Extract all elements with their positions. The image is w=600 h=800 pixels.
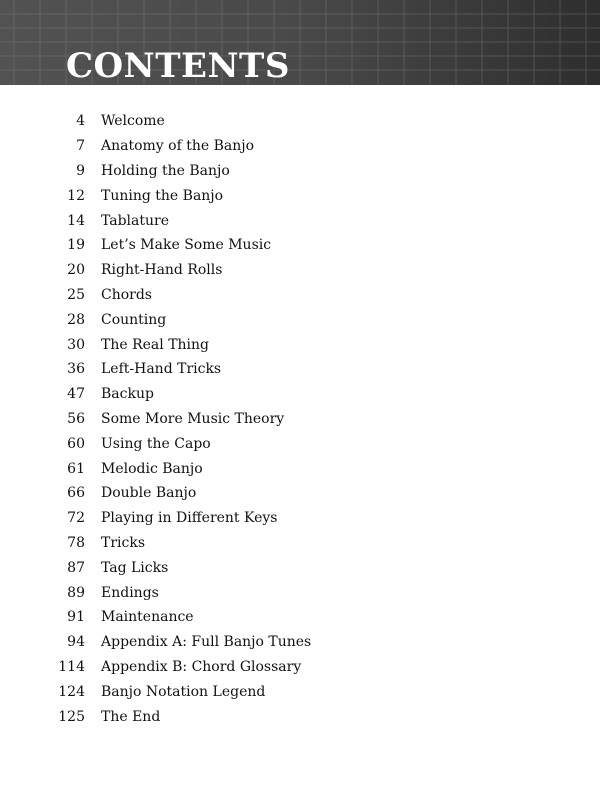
toc-entry [0,431,600,456]
toc-entry-title: Right-Hand Rolls [101,262,223,279]
toc-entry [0,134,600,159]
toc-entry-title: Welcome [101,113,165,130]
toc-page-number: 60 [67,435,85,452]
toc-entry [0,183,600,208]
toc-page-number: 124 [58,683,85,700]
toc-entry-title: Left-Hand Tricks [101,361,222,378]
toc-entry [0,258,600,283]
toc-entry [0,630,600,655]
toc-entry [0,332,600,357]
toc-page-number: 36 [67,361,85,378]
toc-page-number: 94 [67,634,85,651]
toc-entry [0,283,600,308]
toc-entry [0,704,600,729]
toc-entry [0,109,600,134]
toc-entry [0,357,600,382]
toc-entry-title: Maintenance [101,609,194,626]
toc-entry-title: Double Banjo [101,485,197,502]
toc-page-number: 7 [76,138,85,155]
toc-entry-title: The Real Thing [101,336,210,353]
toc-page-number: 87 [67,559,85,576]
toc-page-number: 30 [67,336,85,353]
toc-entry-title: Tricks [101,534,146,551]
toc-page-number: 125 [58,708,85,725]
toc-page-number: 12 [67,187,85,204]
toc-page-number: 114 [58,658,85,675]
toc-page-number: 25 [67,286,85,303]
toc-entry-title: Tag Licks [101,559,169,576]
toc-entry-title: Let’s Make Some Music [101,237,272,254]
toc-page-number: 9 [76,162,85,179]
toc-page-number: 47 [67,386,85,403]
toc-entry [0,531,600,556]
toc-page-number: 72 [67,510,85,527]
toc-entry [0,208,600,233]
toc-entry [0,382,600,407]
toc-page-number: 14 [67,212,85,229]
toc-entry [0,506,600,531]
toc-entry-title: Holding the Banjo [101,162,230,179]
toc-entry [0,307,600,332]
toc-page-number: 78 [67,534,85,551]
toc-page-number: 89 [67,584,85,601]
toc-entry-title: Some More Music Theory [101,410,285,427]
toc-entry-title: Playing in Different Keys [101,510,278,527]
toc-entry [0,605,600,630]
toc-entry-title: Backup [101,386,154,403]
toc-entry-title: Appendix A: Full Banjo Tunes [101,634,312,651]
table-of-contents [0,109,600,729]
toc-entry-title: Appendix B: Chord Glossary [101,658,302,675]
toc-page-number: 28 [67,311,85,328]
toc-entry-title: The End [101,708,161,725]
toc-page-number: 66 [67,485,85,502]
toc-entry [0,679,600,704]
toc-entry-title: Tuning the Banjo [101,187,224,204]
toc-entry-title: Tablature [101,212,170,229]
toc-entry [0,159,600,184]
toc-entry-title: Chords [101,286,152,303]
contents-header-banner [0,0,600,85]
toc-entry-title: Counting [101,311,167,328]
toc-page-number: 56 [67,410,85,427]
toc-entry [0,407,600,432]
toc-page-number: 20 [67,262,85,279]
toc-entry [0,481,600,506]
toc-entry [0,456,600,481]
page-title: CONTENTS [66,46,290,85]
toc-entry-title: Endings [101,584,159,601]
toc-page-number: 4 [76,113,85,130]
toc-entry-title: Banjo Notation Legend [101,683,266,700]
toc-entry [0,233,600,258]
toc-entry-title: Melodic Banjo [101,460,203,477]
toc-entry [0,580,600,605]
toc-page-number: 61 [67,460,85,477]
toc-entry-title: Using the Capo [101,435,211,452]
toc-entry-title: Anatomy of the Banjo [101,138,255,155]
toc-page-number: 91 [67,609,85,626]
toc-page-number: 19 [67,237,85,254]
toc-entry [0,555,600,580]
toc-entry [0,655,600,680]
